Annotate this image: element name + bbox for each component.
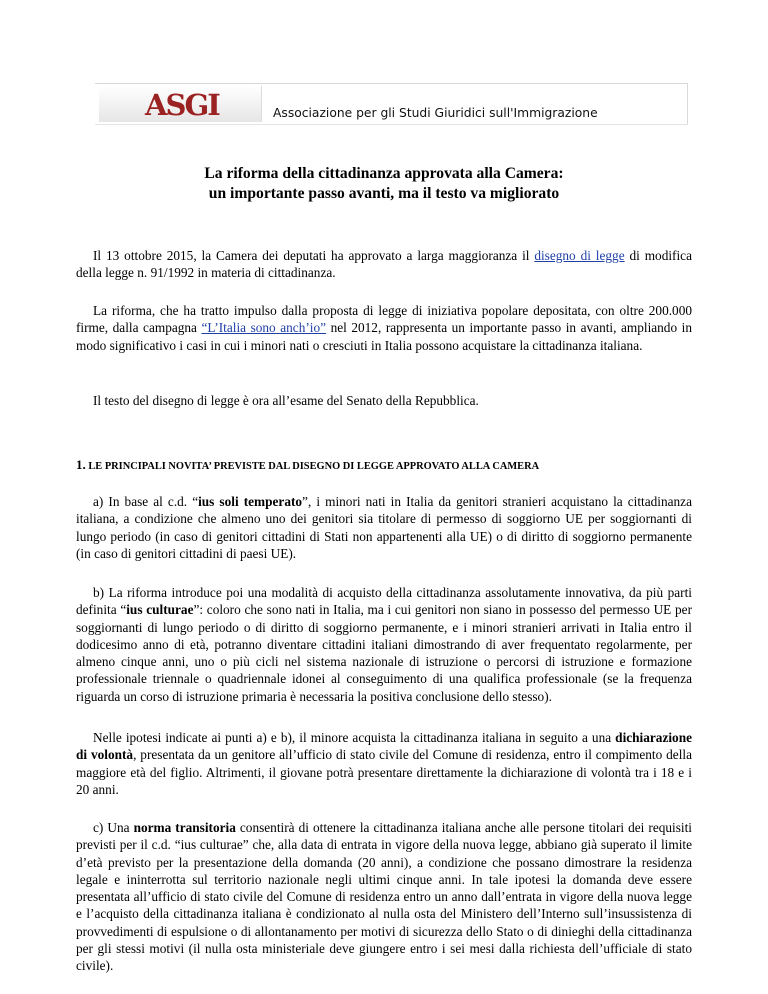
text: , presentata da un genitore all’ufficio di stato civile del Comune di residenza, entro il compimento della maggiore età del figlio. Altrimenti, il giovane potrà presentare direttamente la dichiarazione di volontà tra i 18 e i 20 anni. bbox=[76, 747, 692, 797]
paragraph-norma-transitoria bbox=[76, 819, 692, 975]
asgi-logo bbox=[99, 86, 261, 122]
bold-term: ius culturae bbox=[126, 602, 194, 618]
text: Il 13 ottobre 2015, la Camera dei deputati ha approvato a larga maggioranza il bbox=[93, 248, 535, 263]
title-line-1: La riforma della cittadinanza approvata alla Camera: bbox=[204, 165, 564, 182]
document-title bbox=[0, 164, 768, 204]
organization-name: Associazione per gli Studi Giuridici sull'Immigrazione bbox=[273, 106, 598, 120]
text: Nelle ipotesi indicate ai punti a) e b), il minore acquista la cittadinanza italiana in seguito a una bbox=[93, 730, 616, 745]
section-heading-text: LE PRINCIPALI NOVITA’ PREVISTE DAL DISEGNO DI LEGGE APPROVATO ALLA CAMERA bbox=[88, 461, 540, 472]
intro-paragraph-1 bbox=[76, 247, 692, 282]
intro-paragraph-3: Il testo del disegno di legge è ora all’esame del Senato della Repubblica. bbox=[93, 393, 479, 408]
bold-term: norma transitoria bbox=[133, 820, 236, 835]
text: c) Una bbox=[93, 820, 134, 835]
text: ”, i minori nati in Italia da genitori stranieri acquistano la cittadinanza italiana, a condizione che almeno uno dei genitori sia titolare di permesso di soggiorno UE per soggiornanti di lungo periodo (in caso di genitori cittadini di Stati non appartenenti alla UE) o di diritto di soggiorno permanente (in caso di genitori cittadini di paesi UE). bbox=[76, 494, 692, 561]
text: La riforma, che ha tratto impulso dalla proposta di legge di iniziativa popolare depositata, con oltre 200.000 firme, dalla campagna bbox=[76, 303, 692, 336]
bold-term: dichiarazione di volontà bbox=[76, 730, 692, 763]
italia-sono-anchio-link[interactable]: “L’Italia sono anch’io” bbox=[201, 320, 327, 336]
paragraph-ius-culturae bbox=[76, 584, 692, 705]
paragraph-dichiarazione bbox=[76, 729, 692, 798]
disegno-di-legge-link[interactable]: disegno di legge bbox=[534, 248, 625, 263]
text: a) In base al c.d. “ bbox=[93, 494, 199, 509]
intro-paragraph-2 bbox=[76, 302, 692, 354]
header-divider bbox=[261, 86, 262, 122]
text: consentirà di ottenere la cittadinanza italiana anche alle persone titolari dei requisiti previsti per il c.d. “ius culturae” che, alla data di entrata in vigore della nuova legge, abbiano già superato il limite d’età previsto per la presentazione della domanda (20 anni), a condizione che possano dimostrare la residenza legale e ininterrotta sul territorio nazionale negli ultimi cinque anni. In tale ipotesi la domanda deve essere presentata all’ufficio di stato civile del Comune di residenza entro un anno dall’entrata in vigore della nuova legge e l’acquisto della cittadinanza italiana è condizionato al nulla osta del Ministero dell’Interno sull’insussistenza di provvedimenti di espulsione o di allontanamento per motivi di sicurezza dello Stato o di dinieghi della cittadinanza per gli stessi motivi (il nulla osta ministeriale deve giungere entro i sei mesi dalla richiesta dell’ufficiale di stato civile). bbox=[76, 820, 692, 974]
logo-text: ASGI bbox=[145, 88, 219, 122]
title-line-2: un importante passo avanti, ma il testo va migliorato bbox=[208, 185, 560, 202]
section-1-heading bbox=[76, 458, 692, 474]
text: b) La riforma introduce poi una modalità di acquisto della cittadinanza assolutamente innovativa, da più parti definita “ bbox=[76, 585, 692, 618]
bold-term: ius soli temperato bbox=[198, 494, 303, 509]
text: ”: coloro che sono nati in Italia, ma i cui genitori non siano in possesso del permesso UE per soggiornanti di lungo periodo o di diritto di soggiorno permanente, e i minori stranieri arrivati in Italia entro il dodicesimo anno di età, potranno diventare cittadini italiani dimostrando di aver frequentato regolarmente, per almeno cinque anni, uno o più cicli nel sistema nazionale di istruzione o percorsi di istruzione e formazione professionale triennale o quadriennale idonei al conseguimento di una qualifica professionale (se la frequenza riguarda un corso di istruzione primaria è necessaria la positiva conclusione dello stesso). bbox=[76, 602, 692, 704]
header-banner bbox=[95, 83, 688, 125]
text: di modifica della legge n. 91/1992 in materia di cittadinanza. bbox=[76, 248, 692, 281]
section-number: 1. bbox=[76, 457, 86, 472]
text: nel 2012, rappresenta un importante passo in avanti, ampliando in modo significativo i casi in cui i minori nati o cresciuti in Italia possono acquistare la cittadinanza italiana. bbox=[76, 320, 692, 353]
paragraph-ius-soli bbox=[76, 493, 692, 562]
